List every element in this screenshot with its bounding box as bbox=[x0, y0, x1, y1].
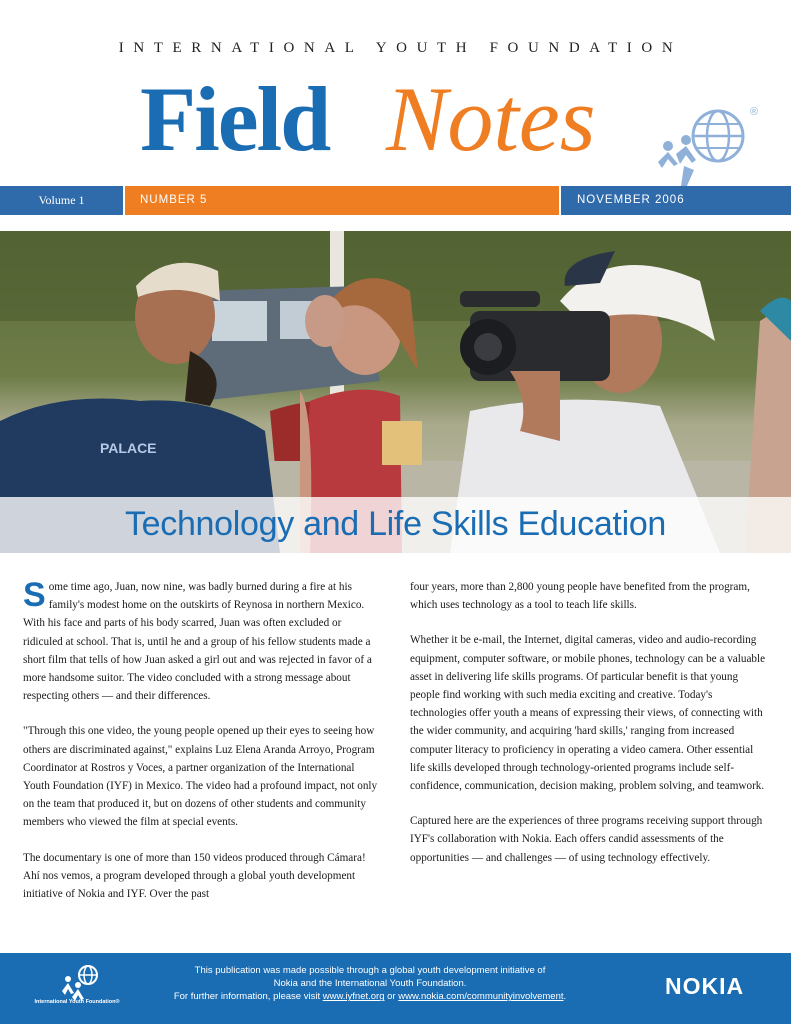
shirt-logo-text: PALACE bbox=[100, 440, 157, 456]
drop-cap: S bbox=[23, 576, 46, 614]
issue-number: NUMBER 5 bbox=[125, 186, 559, 215]
article-column-right bbox=[410, 578, 770, 884]
article-paragraph: Some time ago, Juan, now nine, was badly burned during a fire at his family's modest home on the outskirts of Reynosa in northern Mexico. With his face and parts of his body scarred, Juan was often excluded or ridiculed at school. That is, until he and a group of his fellow students made a short film that tells of how Juan asked a girl out and was rejected in favor of a more handsome suitor. The video concluded with a strong message about respecting others — and their differences. bbox=[23, 576, 372, 703]
title-field: Field bbox=[140, 68, 330, 170]
iyf-logo-caption: International Youth Foundation® bbox=[34, 999, 120, 1005]
issue-info-bar bbox=[0, 186, 791, 215]
footer-line-2: Nokia and the International Youth Foundation. bbox=[273, 978, 467, 990]
article-paragraph: "Through this one video, the young people opened up their eyes to seeing how others are discriminated against," explains Luz Elena Aranda Arroyo, Program Coordinator at Rostros y Voces, a partner organization of the International Youth Foundation (IYF) in Mexico. The video had a profound impact, not only on the team that produced it, but on dozens of other students and community members who viewed the film at special events. bbox=[23, 725, 378, 829]
article-headline: Technology and Life Skills Education bbox=[124, 505, 667, 543]
footer-message bbox=[140, 964, 600, 1004]
article-column-left bbox=[23, 578, 383, 920]
article-paragraph: four years, more than 2,800 young people have benefited from the program, which uses technology as a tool to teach life skills. bbox=[410, 581, 750, 612]
registered-mark: ® bbox=[750, 106, 759, 118]
article-paragraph: Captured here are the experiences of three programs receiving support through IYF's collaboration with Nokia. Each offers candid assessments of the opportunities — and challenges — of using technology effectively. bbox=[410, 815, 763, 864]
issue-date: NOVEMBER 2006 bbox=[561, 186, 791, 215]
title-notes: Notes bbox=[386, 68, 596, 170]
iyf-logo-icon bbox=[28, 961, 124, 1017]
iyf-website-link[interactable]: www.iyfnet.org bbox=[322, 991, 385, 1003]
article-paragraph: The documentary is one of more than 150 videos produced through Cámara! Ahí nos vemos, a program developed through a global youth development initiative of Nokia and IYF. Over the past bbox=[23, 851, 366, 901]
masthead bbox=[0, 66, 791, 176]
nokia-website-link[interactable]: www.nokia.com/communityinvolvement bbox=[398, 991, 564, 1003]
footer-line-3: For further information, please visit www.iyfnet.org or www.nokia.com/communityinvolvement. bbox=[173, 991, 567, 1003]
nokia-logo: NOKIA bbox=[665, 973, 745, 999]
footer bbox=[0, 953, 791, 1024]
volume-label: Volume 1 bbox=[0, 186, 123, 215]
footer-line-1: This publication was made possible through a global youth development initiative of bbox=[194, 965, 546, 976]
org-name: INTERNATIONAL YOUTH FOUNDATION bbox=[118, 40, 683, 56]
article-paragraph: Whether it be e-mail, the Internet, digital cameras, video and audio-recording equipment, computer software, or mobile phones, technology can be a valuable asset in delivering life skills programs. Of particular benefit is that young people find working with such media exciting and creative. Today's technologies offer youth a means of expressing their views, of connecting with the wider community, and acquiring 'hard skills,' ranging from increased computer literacy to proficiency in operating a video camera. Other essential life skills developed through technology-oriented programs include self-confidence, communication, decision making, problem solving, and teamwork. bbox=[410, 634, 766, 793]
